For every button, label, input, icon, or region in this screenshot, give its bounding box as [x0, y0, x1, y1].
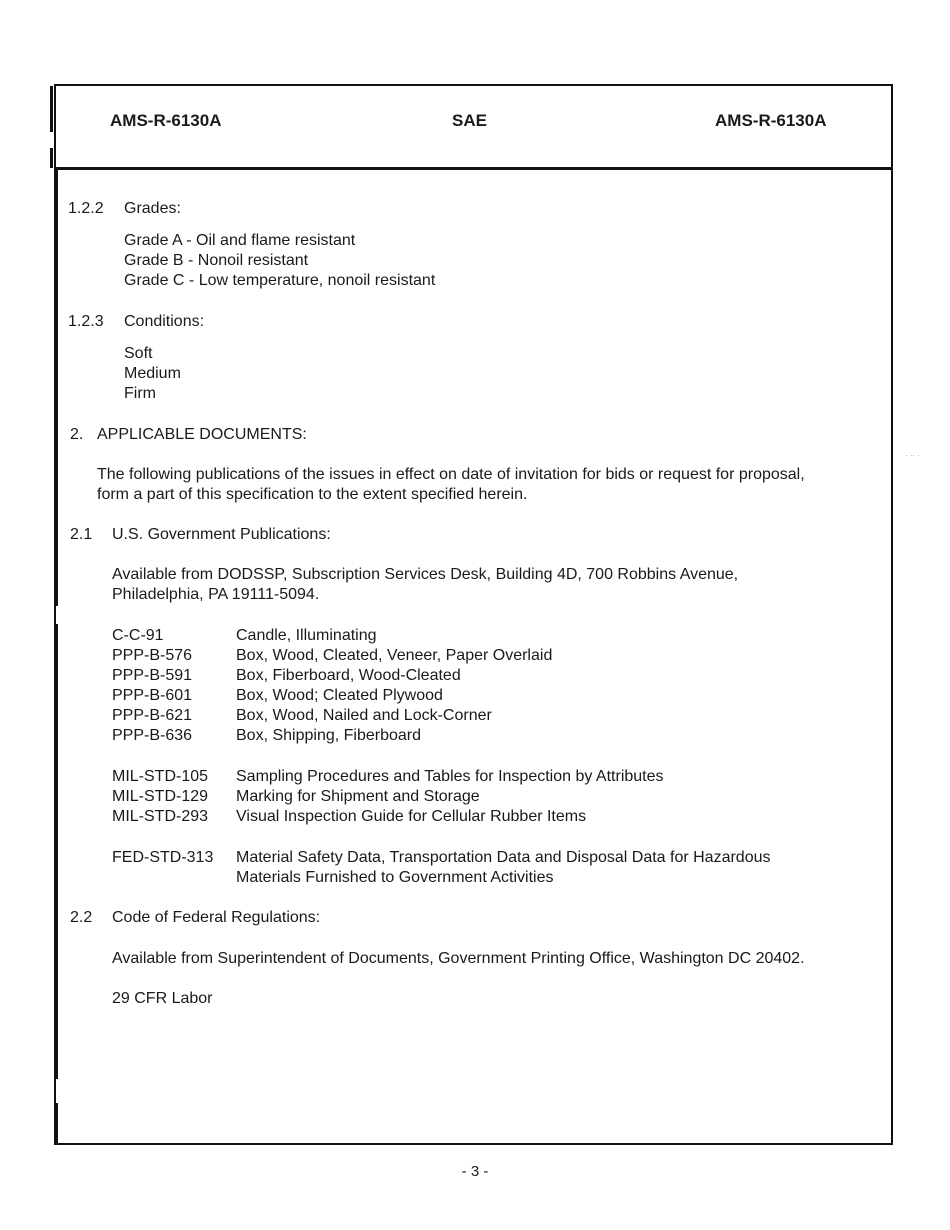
doc-title: Sampling Procedures and Tables for Inspection by Attributes: [236, 768, 664, 785]
paragraph-line: Available from Superintendent of Documents, Government Printing Office, Washington DC 20402.: [112, 950, 805, 967]
doc-code: FED-STD-313: [112, 849, 214, 866]
header-doc-id-right: AMS-R-6130A: [715, 111, 827, 130]
section-title: Grades:: [124, 200, 181, 217]
section-number: 1.2.3: [68, 313, 104, 330]
header-doc-id-left: AMS-R-6130A: [110, 111, 222, 130]
doc-title: Box, Wood, Cleated, Veneer, Paper Overlaid: [236, 647, 553, 664]
doc-title: Candle, Illuminating: [236, 627, 377, 644]
paragraph-line: Philadelphia, PA 19111-5094.: [112, 586, 320, 603]
section-number: 2.: [70, 426, 84, 443]
doc-title: Box, Wood, Nailed and Lock-Corner: [236, 707, 492, 724]
doc-code: MIL-STD-293: [112, 808, 209, 825]
list-item: Firm: [124, 385, 156, 402]
doc-code: MIL-STD-129: [112, 788, 209, 805]
scan-artifact: · ·· ·: [905, 451, 921, 460]
list-item: Grade B - Nonoil resistant: [124, 252, 309, 269]
doc-title: Box, Wood; Cleated Plywood: [236, 687, 443, 704]
paragraph-line: Available from DODSSP, Subscription Services Desk, Building 4D, 700 Robbins Avenue,: [112, 566, 739, 583]
doc-code: PPP-B-601: [112, 687, 193, 704]
list-item: Soft: [124, 345, 153, 362]
doc-title: Visual Inspection Guide for Cellular Rubber Items: [236, 808, 587, 825]
header-rule: [54, 167, 893, 170]
doc-title: Marking for Shipment and Storage: [236, 788, 480, 805]
change-bar: [55, 1103, 58, 1145]
change-bar: [50, 86, 53, 132]
doc-title: Box, Fiberboard, Wood-Cleated: [236, 667, 461, 684]
doc-code: PPP-B-576: [112, 647, 193, 664]
list-item: Grade A - Oil and flame resistant: [124, 232, 356, 249]
doc-title: Box, Shipping, Fiberboard: [236, 727, 421, 744]
paragraph-line: form a part of this specification to the extent specified herein.: [97, 486, 528, 503]
header-publisher: SAE: [452, 111, 487, 130]
doc-code: PPP-B-591: [112, 667, 193, 684]
doc-code: PPP-B-636: [112, 727, 193, 744]
section-number: 2.1: [70, 526, 93, 543]
change-bar: [55, 624, 58, 1079]
doc-code: PPP-B-621: [112, 707, 193, 724]
doc-title: Material Safety Data, Transportation Data and Disposal Data for Hazardous: [236, 849, 771, 866]
change-bar: [50, 148, 53, 168]
section-number: 1.2.2: [68, 200, 104, 217]
section-title: APPLICABLE DOCUMENTS:: [97, 426, 307, 443]
page-number: - 3 -: [461, 1163, 489, 1180]
section-title: U.S. Government Publications:: [112, 526, 331, 543]
paragraph-line: The following publications of the issues in effect on date of invitation for bids or request for proposal,: [97, 466, 805, 483]
list-item: Medium: [124, 365, 181, 382]
list-item: Grade C - Low temperature, nonoil resistant: [124, 272, 436, 289]
section-number: 2.2: [70, 909, 93, 926]
section-title: Code of Federal Regulations:: [112, 909, 321, 926]
doc-code: MIL-STD-105: [112, 768, 209, 785]
change-bar: [55, 170, 58, 606]
cfr-reference: 29 CFR Labor: [112, 990, 213, 1007]
doc-title-continued: Materials Furnished to Government Activities: [236, 869, 554, 886]
section-title: Conditions:: [124, 313, 205, 330]
doc-code: C-C-91: [112, 627, 164, 644]
